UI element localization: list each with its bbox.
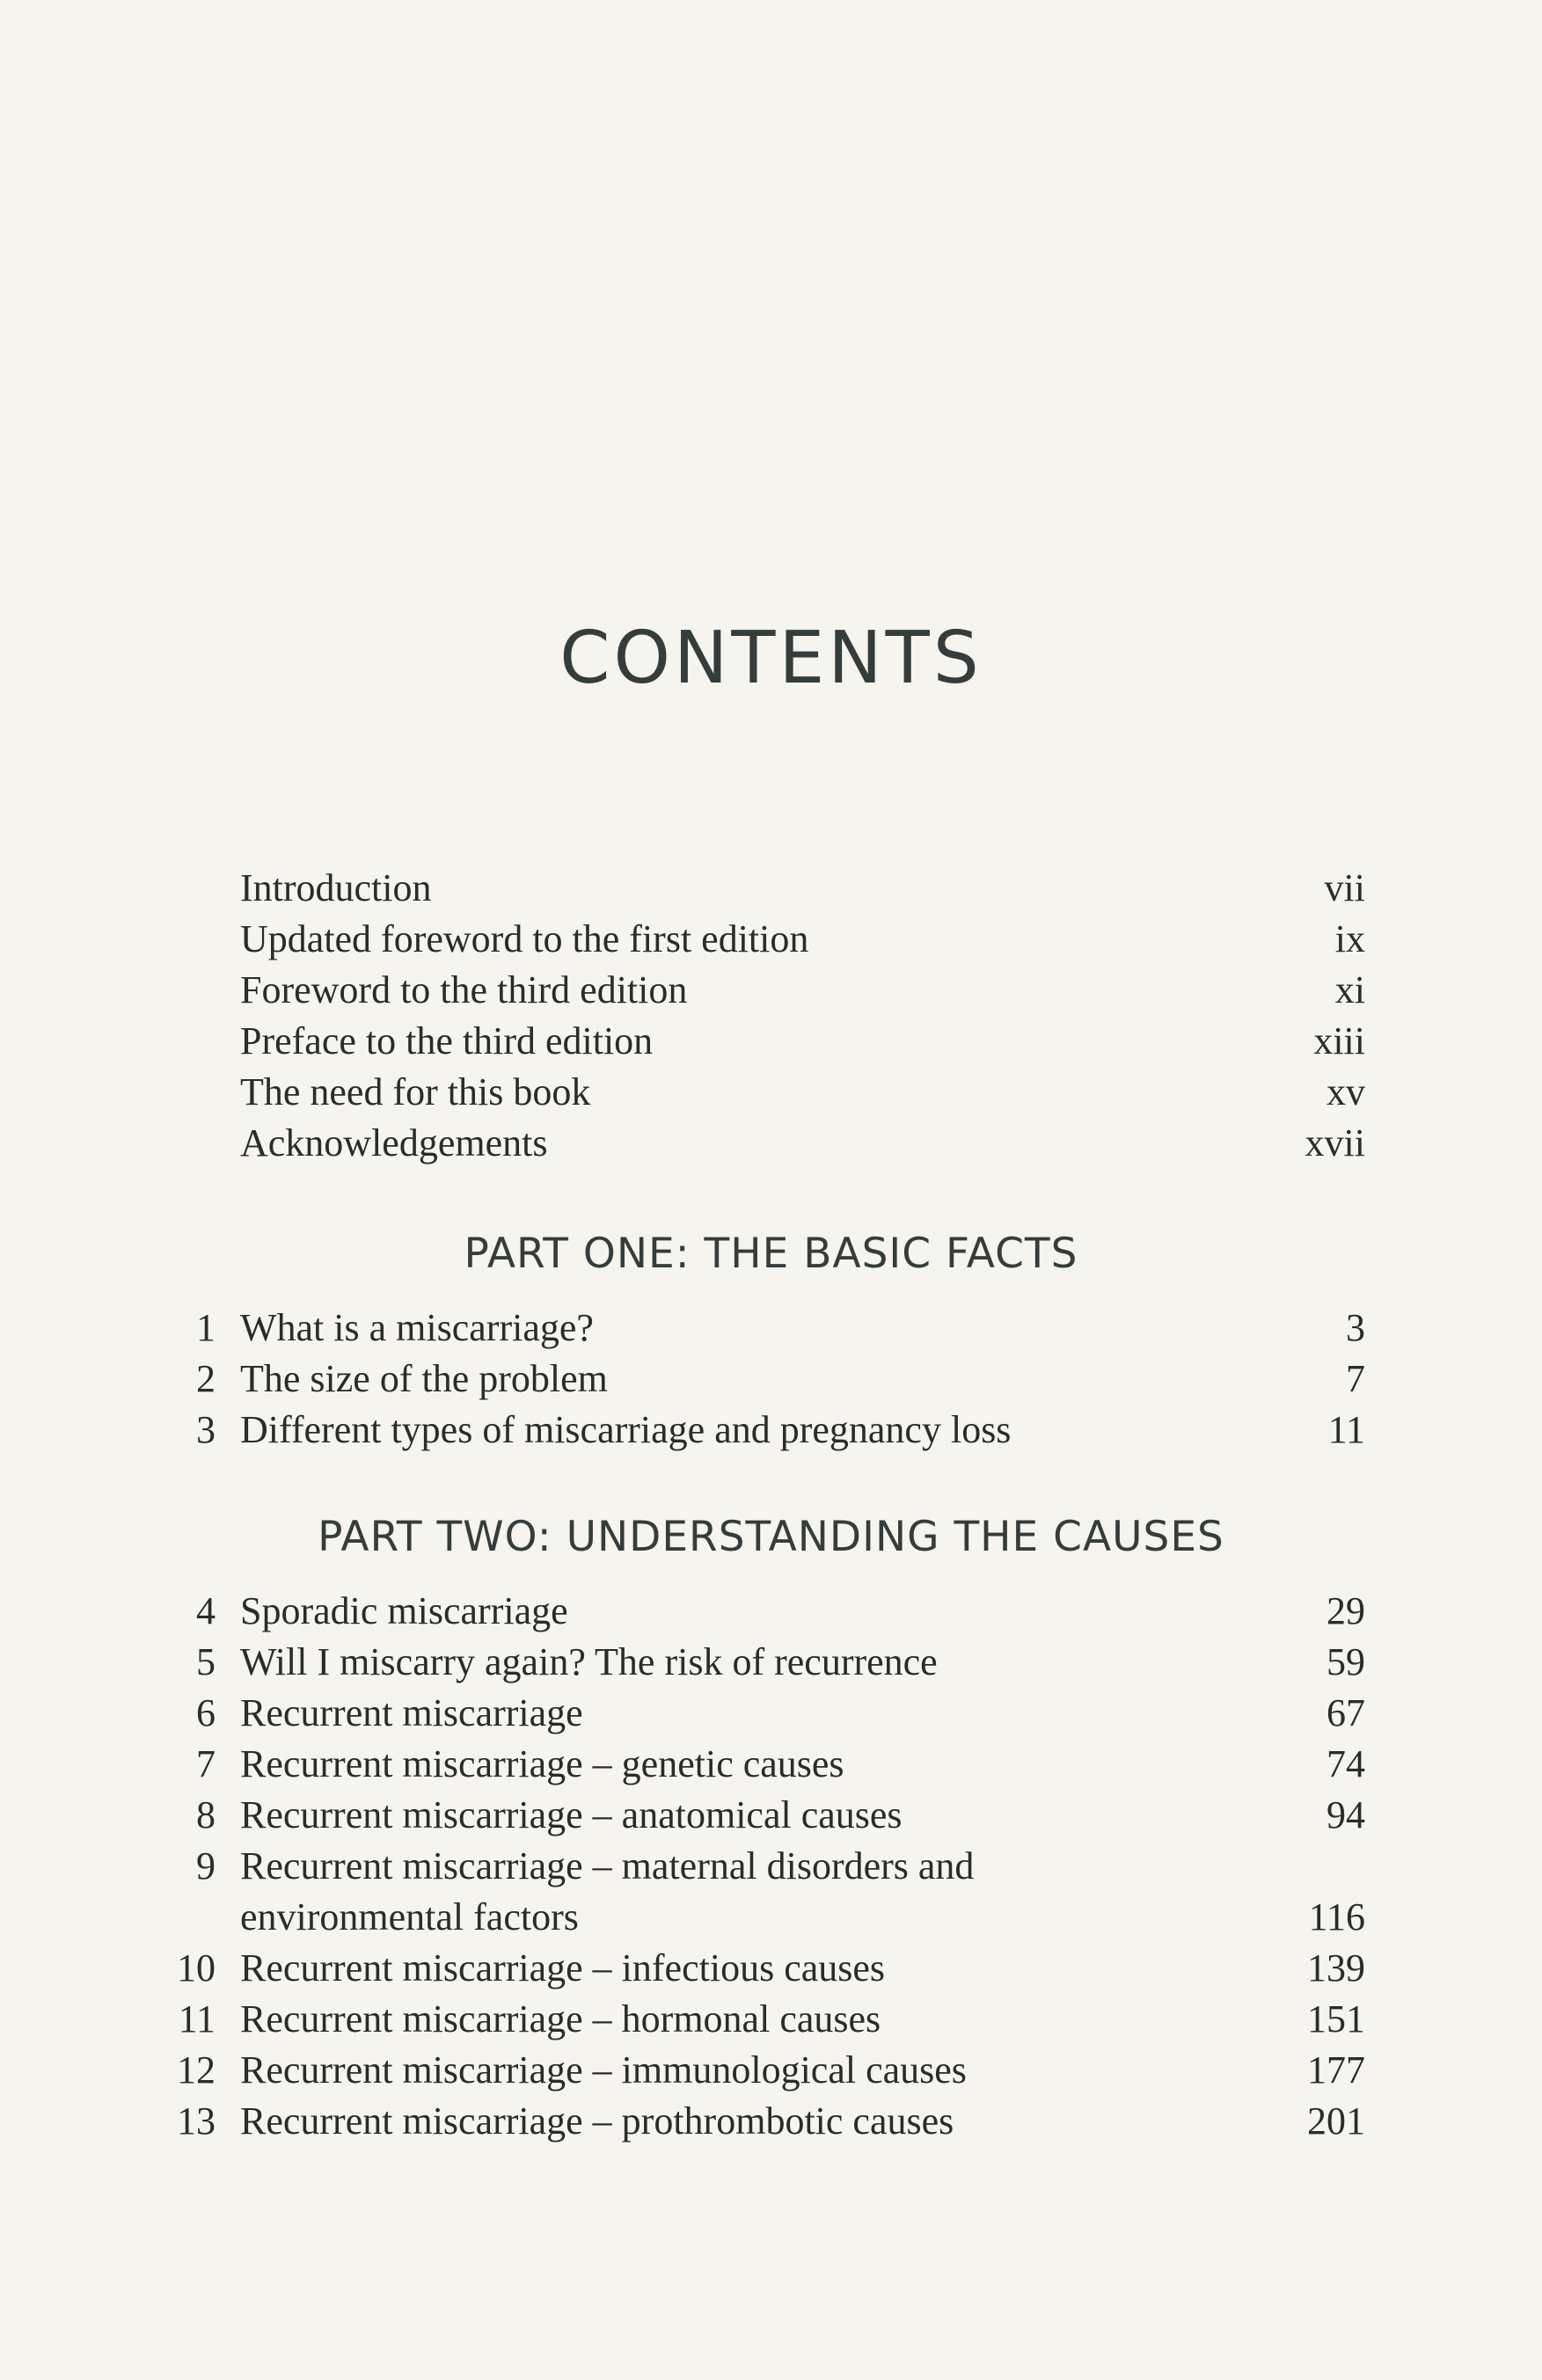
- part-two-heading: PART TWO: UNDERSTANDING THE CAUSES: [318, 1513, 1224, 1561]
- chapter-page: 139: [1307, 1946, 1365, 1989]
- chapter-page: 116: [1308, 1895, 1365, 1938]
- chapter-number: 4: [196, 1589, 216, 1632]
- page-title: CONTENTS: [559, 617, 983, 700]
- entry-page: ix: [1334, 917, 1365, 960]
- chapter-title: Recurrent miscarriage – maternal disorders and: [240, 1844, 975, 1887]
- chapter-page: 94: [1326, 1793, 1365, 1836]
- toc-entry: [0, 914, 1542, 965]
- chapter-entry: [0, 1688, 1542, 1739]
- chapter-page: 74: [1326, 1742, 1365, 1785]
- entry-title: Updated foreword to the first edition: [240, 917, 809, 960]
- chapter-number: 3: [196, 1408, 216, 1451]
- chapter-title: Will I miscarry again? The risk of recurrence: [240, 1640, 938, 1683]
- chapter-number: 12: [177, 2048, 216, 2092]
- chapter-title-continued: environmental factors: [240, 1895, 579, 1938]
- chapter-page: 7: [1346, 1357, 1365, 1400]
- chapter-entry: [0, 1303, 1542, 1354]
- chapter-page: 59: [1326, 1640, 1365, 1683]
- chapter-number: 6: [196, 1691, 216, 1734]
- toc-entry: [0, 1067, 1542, 1118]
- chapter-title: What is a miscarriage?: [240, 1306, 594, 1349]
- chapter-title: Recurrent miscarriage: [240, 1691, 583, 1734]
- chapter-entry: [0, 1994, 1542, 2045]
- toc-entry: [0, 965, 1542, 1016]
- chapter-entry-continued: [0, 1892, 1542, 1943]
- chapter-entry: [0, 1739, 1542, 1790]
- chapter-title: Recurrent miscarriage – prothrombotic causes: [240, 2099, 954, 2143]
- chapter-title: Sporadic miscarriage: [240, 1589, 568, 1632]
- chapter-entry: [0, 1586, 1542, 1637]
- chapter-entry: [0, 1405, 1542, 1456]
- chapter-entry: [0, 1943, 1542, 1994]
- entry-page: xvii: [1304, 1121, 1365, 1164]
- chapter-title: Different types of miscarriage and pregnancy loss: [240, 1408, 1012, 1451]
- chapter-number: 5: [196, 1640, 216, 1683]
- chapter-page: 151: [1307, 1997, 1365, 2041]
- chapter-page: 11: [1327, 1408, 1365, 1451]
- chapter-number: 9: [196, 1844, 216, 1887]
- chapter-entry: [0, 1790, 1542, 1841]
- chapter-title: The size of the problem: [240, 1357, 608, 1400]
- chapter-number: 11: [178, 1997, 216, 2041]
- entry-page: xv: [1326, 1070, 1365, 1113]
- entry-title: Acknowledgements: [240, 1121, 548, 1164]
- entry-page: xiii: [1313, 1019, 1365, 1062]
- chapter-title: Recurrent miscarriage – infectious causes: [240, 1946, 886, 1989]
- chapter-page: 3: [1346, 1306, 1365, 1349]
- chapter-entry: [0, 1637, 1542, 1688]
- chapter-entry: [0, 1841, 1542, 1892]
- chapter-number: 1: [196, 1306, 216, 1349]
- toc-entry: [0, 1118, 1542, 1169]
- entry-title: Preface to the third edition: [240, 1019, 654, 1062]
- chapter-entry: [0, 1354, 1542, 1405]
- chapter-number: 8: [196, 1793, 216, 1836]
- chapter-title: Recurrent miscarriage – immunological causes: [240, 2048, 967, 2092]
- chapter-entry: [0, 2096, 1542, 2147]
- entry-page: vii: [1324, 866, 1365, 909]
- entry-title: Foreword to the third edition: [240, 968, 688, 1011]
- part-one-heading: PART ONE: THE BASIC FACTS: [464, 1230, 1078, 1278]
- toc-entry: [0, 1016, 1542, 1067]
- entry-title: Introduction: [240, 866, 432, 909]
- chapter-page: 67: [1326, 1691, 1365, 1734]
- chapter-page: 29: [1326, 1589, 1365, 1632]
- chapter-number: 13: [177, 2099, 216, 2143]
- entry-title: The need for this book: [240, 1070, 591, 1113]
- chapter-entry: [0, 2045, 1542, 2096]
- chapter-title: Recurrent miscarriage – genetic causes: [240, 1742, 844, 1785]
- chapter-title: Recurrent miscarriage – hormonal causes: [240, 1997, 881, 2041]
- chapter-page: 177: [1307, 2048, 1365, 2092]
- chapter-number: 10: [177, 1946, 216, 1989]
- chapter-title: Recurrent miscarriage – anatomical causes: [240, 1793, 903, 1836]
- chapter-page: 201: [1307, 2099, 1365, 2143]
- chapter-number: 7: [196, 1742, 216, 1785]
- toc-entry: [0, 863, 1542, 914]
- chapter-number: 2: [196, 1357, 216, 1400]
- entry-page: xi: [1334, 968, 1365, 1011]
